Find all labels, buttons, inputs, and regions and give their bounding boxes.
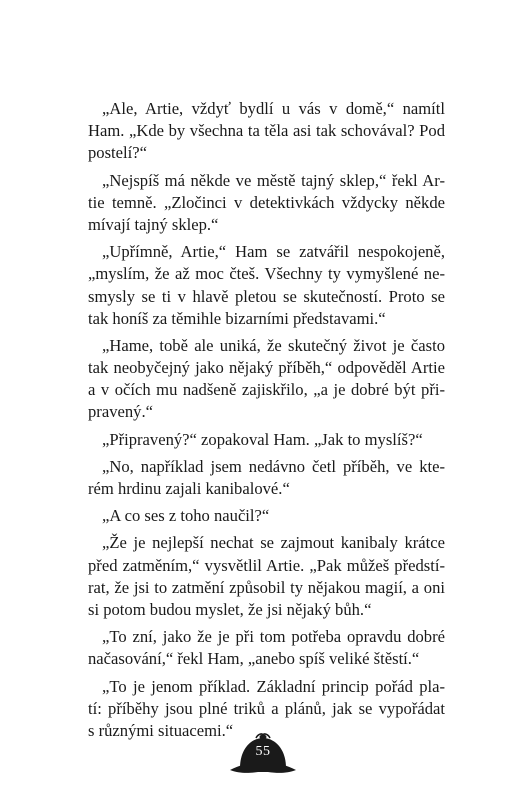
paragraph (88, 170, 445, 237)
text-line: tak neobyčejný jako nějaký příběh,“ odpověděl Artie (88, 358, 445, 378)
paragraph (88, 532, 445, 621)
text-line: „Hame, tobě ale uniká, že skutečný život je často (102, 335, 445, 355)
text-line: tie temně. „Zločinci v detektivkách vždycky někde (88, 192, 445, 212)
body-text (88, 98, 445, 742)
text-line: „Nejspíš má někde ve městě tajný sklep,“ řekl Ar- (102, 170, 445, 190)
paragraph (88, 429, 445, 451)
text-line: před zatměním,“ vysvětlil Artie. „Pak můžeš předstí- (88, 555, 445, 575)
page-number: 55 (255, 744, 271, 759)
text-line: „myslím, že až moc čteš. Všechny ty vymyšlené ne- (88, 264, 445, 284)
page-footer (228, 730, 298, 780)
paragraph (88, 456, 445, 500)
text-line: „To je jenom příklad. Základní princip pořád pla- (102, 676, 445, 696)
text-line: mívají tajný sklep.“ (88, 214, 219, 234)
paragraph (88, 335, 445, 424)
text-line: tí: příběhy jsou plné triků a plánů, jak se vypořádat (88, 698, 445, 718)
text-line: „Upřímně, Artie,“ Ham se zatvářil nespokojeně, (102, 242, 445, 262)
text-line: postelí?“ (88, 143, 147, 163)
text-line: a v očích mu nadšeně zajiskřilo, „a je dobré být při- (88, 380, 445, 400)
text-line: pravený.“ (88, 402, 153, 422)
text-line: Ham. „Kde by všechna ta těla asi tak schovával? Pod (88, 121, 445, 141)
paragraph (88, 505, 445, 527)
text-line: načasování,“ řekl Ham, „anebo spíš veliké štěstí.“ (88, 649, 420, 669)
text-line: si potom budou myslet, že jsi nějaký bůh.“ (88, 599, 372, 619)
text-line: „Že je nejlepší nechat se zajmout kanibaly krátce (102, 533, 445, 553)
text-line: smysly se ti v hlavě pletou se skutečností. Proto se (88, 286, 445, 306)
paragraph (88, 626, 445, 670)
text-line: rat, že jsi to zatmění způsobil ty nějakou magií, a oni (88, 577, 445, 597)
text-line: „Ale, Artie, vždyť bydlí u vás v domě,“ namítl (102, 99, 445, 118)
paragraph (88, 241, 445, 330)
text-line: tak honíš za těmihle bizarními představami.“ (88, 308, 386, 328)
text-line: „A co ses z toho naučil?“ (102, 506, 270, 526)
text-line: „No, například jsem nedávno četl příběh, ve kte- (102, 456, 445, 476)
paragraph (88, 98, 445, 165)
text-line: „Připravený?“ zopakoval Ham. „Jak to myslíš?“ (102, 429, 423, 449)
text-line: rém hrdinu zajali kanibalové.“ (88, 479, 290, 498)
text-line: „To zní, jako že je při tom potřeba opravdu dobré (102, 627, 445, 647)
text-line: s různými situacemi.“ (88, 720, 234, 740)
